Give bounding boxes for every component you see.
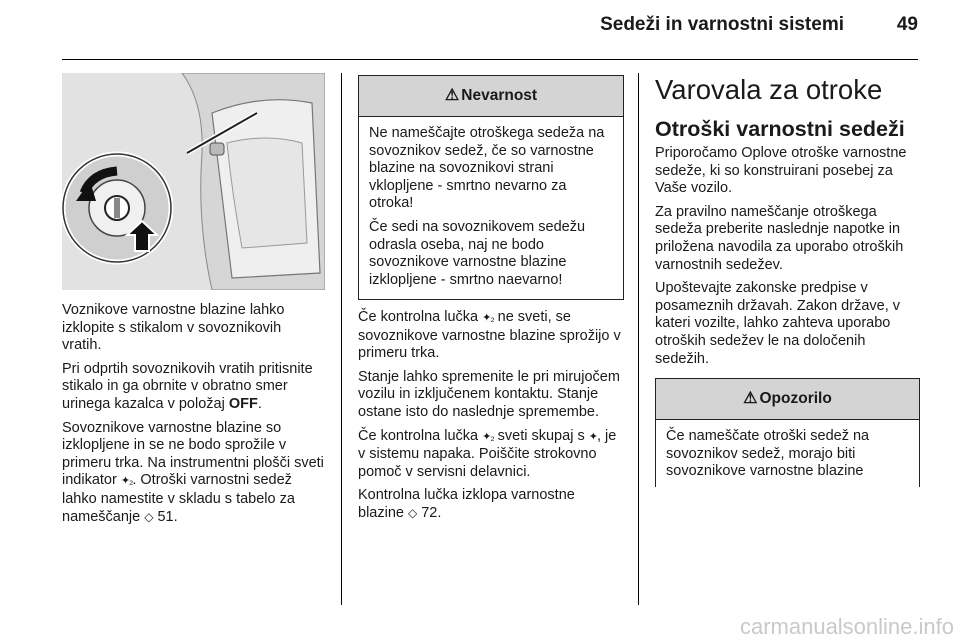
danger-box-body — [359, 117, 623, 289]
airbag-icon: ✦ — [588, 430, 597, 443]
text-run: Pri odprtih sovoznikovih vratih pritisnite stikalo in ga obrnite v obratno smer urinega kazalca v položaj — [62, 360, 313, 412]
text-run: . Otroški varnostni sedež lahko namestite v skladu s tabelo za nameščanje — [62, 472, 295, 525]
danger-title: Nevarnost — [461, 87, 538, 104]
danger-paragraph-2: Če sedi na sovoznikovem sedežu odrasla oseba, naj ne bodo sovoznikove varnostne blazine izklopljene - smrtno naevarno! — [369, 218, 586, 288]
warning-paragraph-1: Če nameščate otroški sedež na sovoznikov sedež, morajo biti sovoznikove varnostne blazine — [666, 428, 870, 480]
warning-title: Opozorilo — [759, 390, 832, 407]
text-run: sveti skupaj s — [493, 427, 589, 444]
paragraph-recommend: Priporočamo Oplove otroške varnostne sedeže, ki so konstruirani posebej za Vaše vozilo. — [655, 145, 907, 197]
airbag-off-icon: ✦₂ — [482, 430, 494, 443]
paragraph-fault — [358, 428, 623, 482]
paragraph-regulations: Upoštevajte zakonske predpise v posameznih državah. Zakon države, v kateri vozilte, lahko zahteva uporabo otroških sedežev le na določenih sedežih. — [655, 280, 901, 367]
danger-box-header — [359, 76, 623, 117]
airbag-off-icon: ✦₂ — [482, 312, 494, 324]
page-reference-icon: ◇ — [144, 509, 154, 524]
text-run: Če kontrolna lučka — [358, 309, 483, 325]
door-switch-illustration — [62, 73, 325, 290]
middle-column-text — [358, 309, 623, 529]
page-header-title: Sedeži in varnostni sistemi — [600, 14, 844, 35]
text-run: Kontrolna lučka izklopa varnostne blazine — [358, 487, 575, 521]
paragraph-off-position — [62, 361, 324, 414]
warning-box — [655, 378, 920, 487]
watermark: carmanualsonline.info — [739, 614, 954, 639]
page-number: 49 — [896, 14, 918, 35]
paragraph-reference — [358, 487, 623, 522]
warning-triangle-icon: ⚠ — [743, 390, 758, 407]
warning-box-body — [656, 420, 919, 481]
column-divider-1 — [341, 73, 342, 605]
page-reference-icon: ◇ — [407, 505, 418, 520]
paragraph-state-change: Stanje lahko spremenite le pri mirujočem vozilu in izključenem kontaktu. Stanje ostane isto do naslednje spremembe. — [358, 368, 620, 420]
danger-box — [358, 75, 624, 300]
door-switch-drawing — [62, 73, 325, 290]
header-rule — [62, 59, 918, 60]
right-column-text — [655, 145, 920, 374]
section-title: Varovala za otroke — [655, 74, 883, 105]
off-label: OFF — [228, 395, 258, 412]
text-run: . — [257, 395, 262, 412]
warning-triangle-icon: ⚠ — [444, 87, 460, 104]
left-column-text — [62, 302, 324, 532]
text-run: Sovoznikove varnostne blazine so izklopljene in se ne bodo sprožile v primeru trka. Na instrumentni plošči sveti indikator — [62, 419, 324, 489]
text-run: Če kontrolna lučka — [358, 427, 483, 444]
airbag-off-icon: ✦₂ — [120, 475, 133, 488]
text-run: 72. — [417, 504, 442, 521]
column-divider-2 — [638, 73, 639, 605]
warning-box-header — [656, 379, 919, 420]
paragraph-instructions: Za pravilno nameščanje otroškega sedeža preberite naslednje napotke in priložena navodila za uporabo otroških varnostnih sedežev. — [655, 203, 904, 273]
subsection-title: Otroški varnostni sedeži — [655, 117, 905, 141]
paragraph-lamp-off — [358, 309, 623, 363]
danger-paragraph-1: Ne nameščajte otroškega sedeža na sovoznikov sedež, če so varnostne blazine na sovoznikovi strani vklopljene - smrtno nevarno za otroka! — [369, 125, 605, 212]
text-run: , je v sistemu napaka. Poiščite strokovno pomoč v servisni delavnici. — [358, 427, 617, 480]
paragraph-indicator — [62, 420, 324, 527]
paragraph-disable-switch: Voznikove varnostne blazine lahko izklopite s stikalom v sovoznikovih vratih. — [62, 302, 285, 354]
text-run: ne sveti, se sovoznikove varnostne blazine sprožijo v primeru trka. — [358, 309, 621, 362]
text-run: 51. — [153, 508, 178, 525]
